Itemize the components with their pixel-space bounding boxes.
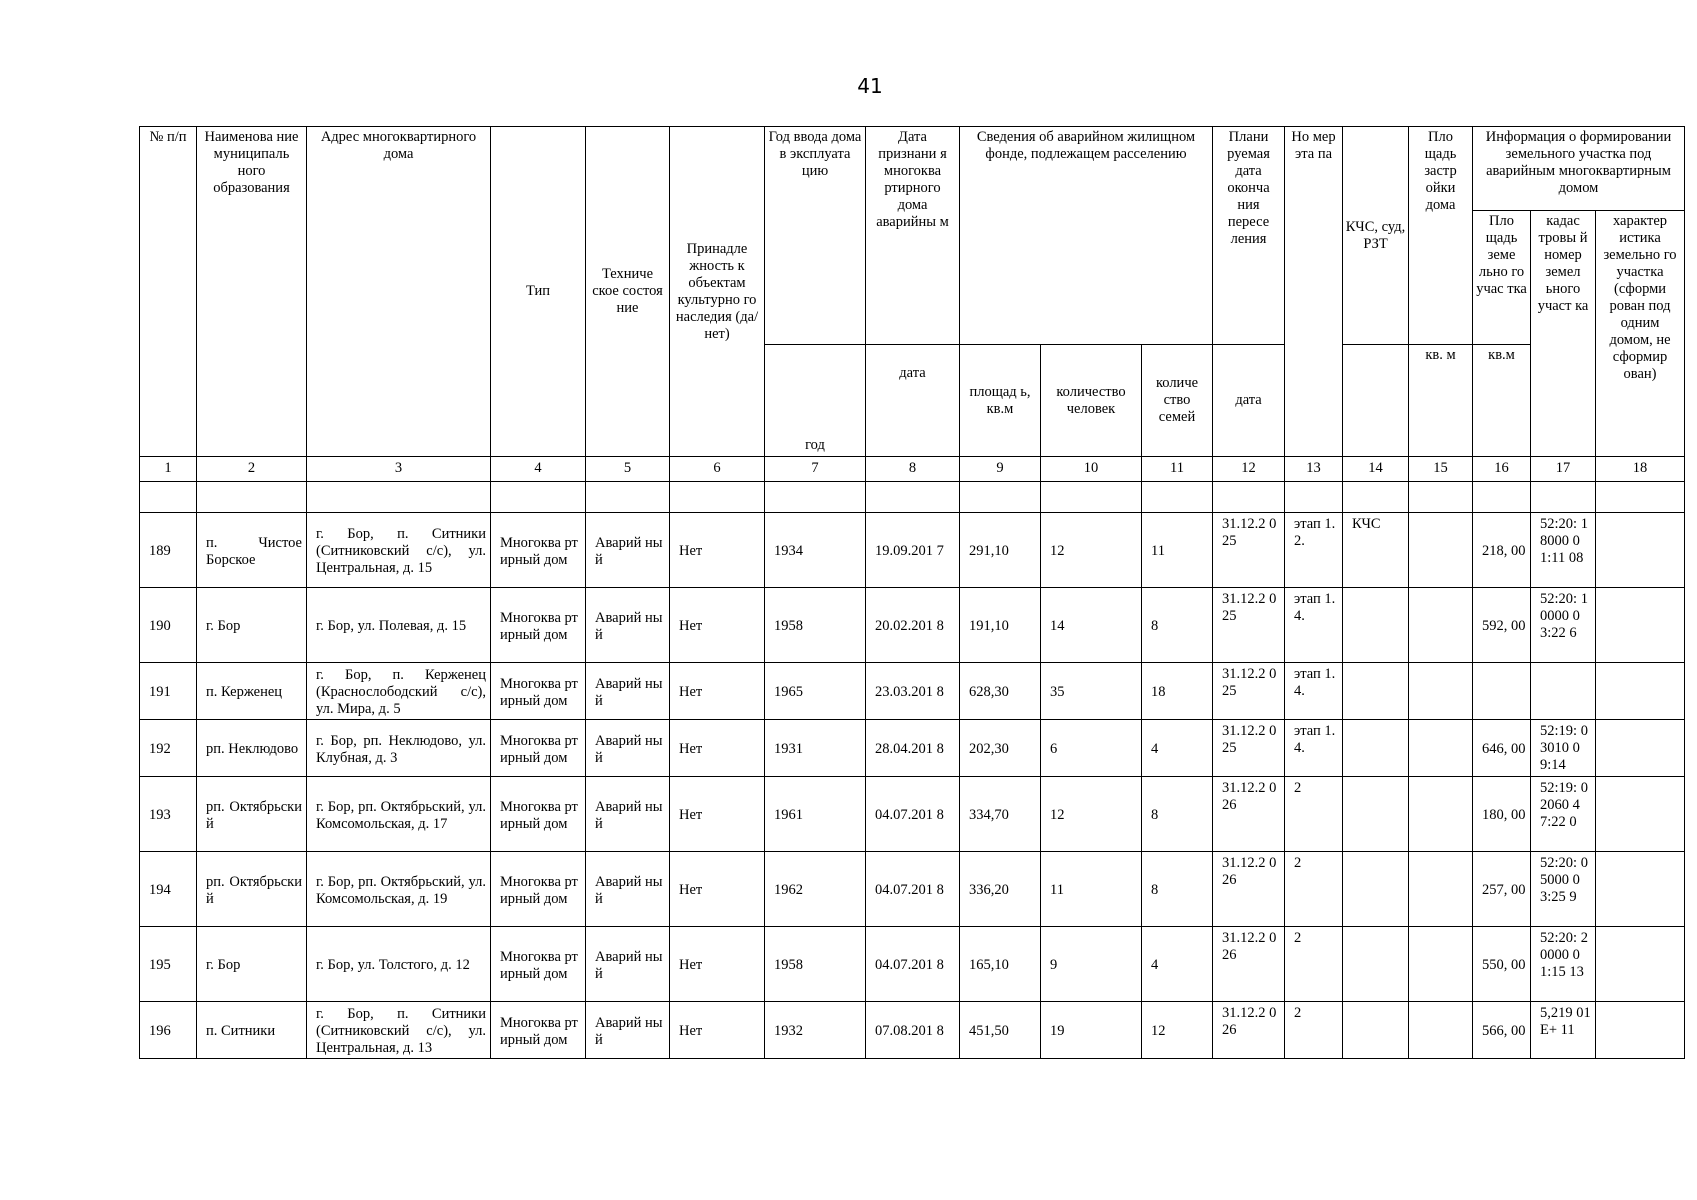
stage-cell: этап 1.4.: [1285, 588, 1343, 663]
land-characteristic-cell: [1596, 1002, 1685, 1059]
technical-state-cell: Аварий ный: [586, 777, 670, 852]
header-plan-date-unit: дата: [1213, 345, 1285, 457]
type-cell: Многоква ртирный дом: [491, 720, 586, 777]
commission-year-cell: 1958: [765, 588, 866, 663]
kchs-cell: [1343, 852, 1409, 927]
type-cell: Многоква ртирный дом: [491, 1002, 586, 1059]
recognition-date-cell: 28.04.201 8: [866, 720, 960, 777]
header-recognition-date: Дата признани я многоква ртирного дома аварийны м: [866, 127, 960, 345]
technical-state-cell: Аварий ный: [586, 513, 670, 588]
building-area-cell: [1409, 720, 1473, 777]
header-land-info: Информация о формировании земельного участка под аварийным многоквартирным домом: [1473, 127, 1685, 211]
recognition-date-cell: 04.07.201 8: [866, 852, 960, 927]
column-number: 7: [765, 457, 866, 482]
kchs-cell: [1343, 777, 1409, 852]
table-row: [140, 1002, 1685, 1059]
cadastral-number-cell: [1531, 663, 1596, 720]
header-land-characteristic: характер истика земельно го участка (сформи рован под одним домом, не сформир ован): [1596, 211, 1685, 457]
stage-cell: 2: [1285, 927, 1343, 1002]
heritage-cell: Нет: [670, 1002, 765, 1059]
planned-date-cell: 31.12.2 025: [1213, 588, 1285, 663]
municipality-cell: п. Чистое Борское: [197, 513, 307, 588]
column-number: 16: [1473, 457, 1531, 482]
table-row: [140, 663, 1685, 720]
land-characteristic-cell: [1596, 927, 1685, 1002]
municipality-cell: п. Ситники: [197, 1002, 307, 1059]
land-characteristic-cell: [1596, 852, 1685, 927]
column-number: 8: [866, 457, 960, 482]
type-cell: Многоква ртирный дом: [491, 852, 586, 927]
land-area-cell: 257, 00: [1473, 852, 1531, 927]
building-area-cell: [1409, 588, 1473, 663]
header-commission-year: Год ввода дома в эксплуата цию: [765, 127, 866, 345]
column-number: 15: [1409, 457, 1473, 482]
address-cell: г. Бор, п. Ситники (Ситниковский с/с), ул. Центральная, д. 15: [307, 513, 491, 588]
building-area-cell: [1409, 1002, 1473, 1059]
header-heritage: Принадле жность к объектам культурно го наследия (да/нет): [670, 127, 765, 457]
commission-year-cell: 1961: [765, 777, 866, 852]
area-cell: 202,30: [960, 720, 1041, 777]
header-type: Тип: [491, 127, 586, 457]
commission-year-cell: 1958: [765, 927, 866, 1002]
header-land-sqm-unit: кв.м: [1473, 345, 1531, 457]
families-count-cell: 12: [1142, 1002, 1213, 1059]
recognition-date-cell: 04.07.201 8: [866, 777, 960, 852]
header-date-unit: дата: [866, 345, 960, 457]
header-kchs-blank: [1343, 345, 1409, 457]
land-area-cell: 592, 00: [1473, 588, 1531, 663]
column-number: 1: [140, 457, 197, 482]
header-stage: Но мер эта па: [1285, 127, 1343, 457]
stage-cell: 2: [1285, 1002, 1343, 1059]
header-area-unit: площад ь, кв.м: [960, 345, 1041, 457]
planned-date-cell: 31.12.2 025: [1213, 663, 1285, 720]
stage-cell: 2: [1285, 852, 1343, 927]
building-area-cell: [1409, 777, 1473, 852]
people-count-cell: 11: [1041, 852, 1142, 927]
column-number: 12: [1213, 457, 1285, 482]
page-number: 41: [857, 74, 883, 98]
recognition-date-cell: 04.07.201 8: [866, 927, 960, 1002]
stage-cell: этап 1.2.: [1285, 513, 1343, 588]
address-cell: г. Бор, рп. Неклюдово, ул. Клубная, д. 3: [307, 720, 491, 777]
building-area-cell: [1409, 852, 1473, 927]
land-characteristic-cell: [1596, 663, 1685, 720]
type-cell: Многоква ртирный дом: [491, 777, 586, 852]
commission-year-cell: 1962: [765, 852, 866, 927]
people-count-cell: 19: [1041, 1002, 1142, 1059]
technical-state-cell: Аварий ный: [586, 588, 670, 663]
address-cell: г. Бор, ул. Толстого, д. 12: [307, 927, 491, 1002]
emergency-housing-table: [139, 126, 1685, 1059]
recognition-date-cell: 23.03.201 8: [866, 663, 960, 720]
address-cell: г. Бор, рп. Октябрьский, ул. Комсомольская, д. 19: [307, 852, 491, 927]
header-building-area: Пло щадь застр ойки дома: [1409, 127, 1473, 345]
land-characteristic-cell: [1596, 777, 1685, 852]
kchs-cell: [1343, 588, 1409, 663]
type-cell: Многоква ртирный дом: [491, 663, 586, 720]
table-body: [140, 513, 1685, 1059]
land-area-cell: [1473, 663, 1531, 720]
column-number: 6: [670, 457, 765, 482]
land-area-cell: 218, 00: [1473, 513, 1531, 588]
address-cell: г. Бор, ул. Полевая, д. 15: [307, 588, 491, 663]
row-number: 196: [140, 1002, 197, 1059]
column-number: 14: [1343, 457, 1409, 482]
cadastral-number-cell: 52:20: 05000 03:25 9: [1531, 852, 1596, 927]
header-kchs: КЧС, суд, РЗТ: [1343, 127, 1409, 345]
table-row: [140, 777, 1685, 852]
land-characteristic-cell: [1596, 513, 1685, 588]
land-characteristic-cell: [1596, 720, 1685, 777]
planned-date-cell: 31.12.2 026: [1213, 927, 1285, 1002]
planned-date-cell: 31.12.2 026: [1213, 852, 1285, 927]
people-count-cell: 6: [1041, 720, 1142, 777]
municipality-cell: рп. Октябрьски й: [197, 777, 307, 852]
technical-state-cell: Аварий ный: [586, 720, 670, 777]
kchs-cell: [1343, 720, 1409, 777]
column-number: 9: [960, 457, 1041, 482]
heritage-cell: Нет: [670, 720, 765, 777]
technical-state-cell: Аварий ный: [586, 1002, 670, 1059]
stage-cell: этап 1.4.: [1285, 663, 1343, 720]
commission-year-cell: 1965: [765, 663, 866, 720]
cadastral-number-cell: 52:19: 03010 09:14: [1531, 720, 1596, 777]
planned-date-cell: 31.12.2 025: [1213, 720, 1285, 777]
column-number: 13: [1285, 457, 1343, 482]
row-number: 192: [140, 720, 197, 777]
land-area-cell: 550, 00: [1473, 927, 1531, 1002]
header-families-unit: количе ство семей: [1142, 345, 1213, 457]
people-count-cell: 35: [1041, 663, 1142, 720]
building-area-cell: [1409, 927, 1473, 1002]
address-cell: г. Бор, п. Ситники (Ситниковский с/с), ул. Центральная, д. 13: [307, 1002, 491, 1059]
planned-date-cell: 31.12.2 026: [1213, 777, 1285, 852]
heritage-cell: Нет: [670, 777, 765, 852]
column-number: 4: [491, 457, 586, 482]
area-cell: 336,20: [960, 852, 1041, 927]
header-people-unit: количество человек: [1041, 345, 1142, 457]
families-count-cell: 11: [1142, 513, 1213, 588]
row-number: 195: [140, 927, 197, 1002]
building-area-cell: [1409, 513, 1473, 588]
table-row: [140, 852, 1685, 927]
address-cell: г. Бор, п. Керженец (Краснослободский с/с), ул. Мира, д. 5: [307, 663, 491, 720]
table-row: [140, 588, 1685, 663]
land-area-cell: 646, 00: [1473, 720, 1531, 777]
type-cell: Многоква ртирный дом: [491, 513, 586, 588]
municipality-cell: г. Бор: [197, 927, 307, 1002]
header-emergency-fund: Сведения об аварийном жилищном фонде, подлежащем расселению: [960, 127, 1213, 345]
area-cell: 628,30: [960, 663, 1041, 720]
people-count-cell: 9: [1041, 927, 1142, 1002]
families-count-cell: 8: [1142, 777, 1213, 852]
families-count-cell: 8: [1142, 588, 1213, 663]
header-planned-date: Плани руемая дата оконча ния пересе ления: [1213, 127, 1285, 345]
heritage-cell: Нет: [670, 852, 765, 927]
kchs-cell: КЧС: [1343, 513, 1409, 588]
header-cadastral: кадас тровы й номер земел ьного участ ка: [1531, 211, 1596, 457]
building-area-cell: [1409, 663, 1473, 720]
heritage-cell: Нет: [670, 927, 765, 1002]
technical-state-cell: Аварий ный: [586, 927, 670, 1002]
area-cell: 451,50: [960, 1002, 1041, 1059]
row-number: 189: [140, 513, 197, 588]
technical-state-cell: Аварий ный: [586, 852, 670, 927]
cadastral-number-cell: 52:20: 18000 01:11 08: [1531, 513, 1596, 588]
land-characteristic-cell: [1596, 588, 1685, 663]
commission-year-cell: 1932: [765, 1002, 866, 1059]
heritage-cell: Нет: [670, 513, 765, 588]
cadastral-number-cell: 52:20: 20000 01:15 13: [1531, 927, 1596, 1002]
commission-year-cell: 1931: [765, 720, 866, 777]
recognition-date-cell: 19.09.201 7: [866, 513, 960, 588]
type-cell: Многоква ртирный дом: [491, 927, 586, 1002]
header-address: Адрес многоквартирного дома: [307, 127, 491, 457]
kchs-cell: [1343, 663, 1409, 720]
spacer-row: [140, 482, 1685, 513]
recognition-date-cell: 07.08.201 8: [866, 1002, 960, 1059]
municipality-cell: п. Керженец: [197, 663, 307, 720]
families-count-cell: 4: [1142, 927, 1213, 1002]
area-cell: 291,10: [960, 513, 1041, 588]
header-municipality: Наименова ние муниципаль ного образования: [197, 127, 307, 457]
area-cell: 165,10: [960, 927, 1041, 1002]
header-sqm-unit: кв. м: [1409, 345, 1473, 457]
table-row: [140, 513, 1685, 588]
kchs-cell: [1343, 927, 1409, 1002]
table-row: [140, 927, 1685, 1002]
address-cell: г. Бор, рп. Октябрьский, ул. Комсомольская, д. 17: [307, 777, 491, 852]
column-number: 5: [586, 457, 670, 482]
kchs-cell: [1343, 1002, 1409, 1059]
stage-cell: этап 1.4.: [1285, 720, 1343, 777]
people-count-cell: 12: [1041, 513, 1142, 588]
header-land-area: Пло щадь земе льно го учас тка: [1473, 211, 1531, 345]
row-number: 190: [140, 588, 197, 663]
heritage-cell: Нет: [670, 588, 765, 663]
municipality-cell: рп. Октябрьски й: [197, 852, 307, 927]
municipality-cell: г. Бор: [197, 588, 307, 663]
column-number: 3: [307, 457, 491, 482]
column-number: 18: [1596, 457, 1685, 482]
column-number-row: [140, 457, 1685, 482]
heritage-cell: Нет: [670, 663, 765, 720]
land-area-cell: 566, 00: [1473, 1002, 1531, 1059]
type-cell: Многоква ртирный дом: [491, 588, 586, 663]
families-count-cell: 4: [1142, 720, 1213, 777]
families-count-cell: 8: [1142, 852, 1213, 927]
row-number: 194: [140, 852, 197, 927]
column-number: 2: [197, 457, 307, 482]
area-cell: 191,10: [960, 588, 1041, 663]
municipality-cell: рп. Неклюдово: [197, 720, 307, 777]
header-year-unit: год: [765, 345, 866, 457]
row-number: 191: [140, 663, 197, 720]
cadastral-number-cell: 5,219 01E+ 11: [1531, 1002, 1596, 1059]
table-row: [140, 720, 1685, 777]
commission-year-cell: 1934: [765, 513, 866, 588]
area-cell: 334,70: [960, 777, 1041, 852]
header-number: № п/п: [140, 127, 197, 457]
column-number: 17: [1531, 457, 1596, 482]
planned-date-cell: 31.12.2 026: [1213, 1002, 1285, 1059]
table-header: [140, 127, 1685, 513]
people-count-cell: 14: [1041, 588, 1142, 663]
families-count-cell: 18: [1142, 663, 1213, 720]
technical-state-cell: Аварий ный: [586, 663, 670, 720]
column-number: 10: [1041, 457, 1142, 482]
recognition-date-cell: 20.02.201 8: [866, 588, 960, 663]
planned-date-cell: 31.12.2 025: [1213, 513, 1285, 588]
header-technical-state: Техниче ское состоя ние: [586, 127, 670, 457]
stage-cell: 2: [1285, 777, 1343, 852]
land-area-cell: 180, 00: [1473, 777, 1531, 852]
cadastral-number-cell: 52:20: 10000 03:22 6: [1531, 588, 1596, 663]
row-number: 193: [140, 777, 197, 852]
people-count-cell: 12: [1041, 777, 1142, 852]
cadastral-number-cell: 52:19: 02060 47:22 0: [1531, 777, 1596, 852]
column-number: 11: [1142, 457, 1213, 482]
